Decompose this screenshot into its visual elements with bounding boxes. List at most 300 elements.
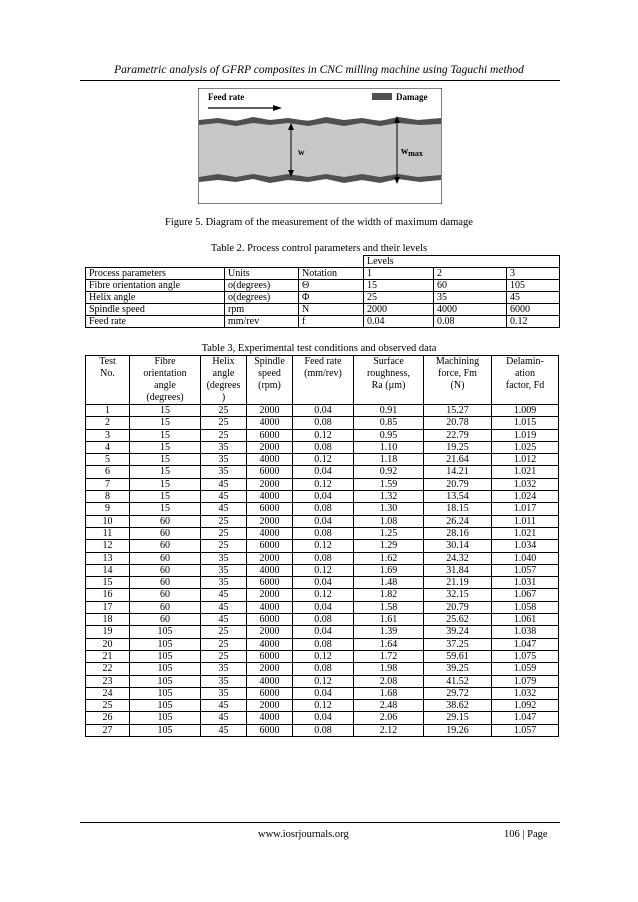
table3-cell: 15 — [130, 405, 201, 417]
table3-header-cell — [86, 356, 130, 405]
table3-cell: 24 — [86, 687, 130, 699]
table3-cell: 1.040 — [492, 552, 559, 564]
table2-header-cell: 2 — [434, 268, 507, 280]
table3-cell: 1.025 — [492, 441, 559, 453]
table2-row — [86, 280, 560, 292]
table3-cell: 19.25 — [424, 441, 492, 453]
table3-row — [86, 417, 559, 429]
table3-header-line: Fibre — [154, 356, 176, 367]
table2-cell: 2000 — [364, 304, 434, 316]
table3-cell: 1.059 — [492, 663, 559, 675]
table3-row — [86, 429, 559, 441]
table3-cell: 105 — [130, 638, 201, 650]
table3-cell: 45 — [201, 491, 247, 503]
table3-cell: 6000 — [247, 687, 293, 699]
table2-levels-header: Levels — [364, 256, 560, 268]
damage-legend-label: Damage — [396, 92, 428, 102]
table3-cell: 37.25 — [424, 638, 492, 650]
table3-header-line: (mm/rev) — [304, 368, 342, 379]
table2-cell: 4000 — [434, 304, 507, 316]
table2-cell: o(degrees) — [225, 292, 299, 304]
table2-cell: Fibre orientation angle — [86, 280, 225, 292]
table3-cell: 20.79 — [424, 601, 492, 613]
table3-header-cell — [130, 356, 201, 405]
table3-header-line: (N) — [450, 380, 465, 391]
table3-cell: 2 — [86, 417, 130, 429]
table3-cell: 0.12 — [293, 478, 354, 490]
table2-header-cell: Process parameters — [86, 268, 225, 280]
table2-cell: 35 — [434, 292, 507, 304]
table3-cell: 0.12 — [293, 454, 354, 466]
table3-cell: 39.25 — [424, 663, 492, 675]
table3-cell: 1.30 — [354, 503, 424, 515]
table3-cell: 45 — [201, 478, 247, 490]
table3-cell: 25 — [201, 417, 247, 429]
table3-cell: 20 — [86, 638, 130, 650]
table3-cell: 25 — [201, 540, 247, 552]
table3-cell: 14 — [86, 564, 130, 576]
table3-cell: 15 — [130, 466, 201, 478]
table3-cell: 60 — [130, 601, 201, 613]
table3-cell: 25 — [201, 515, 247, 527]
table3-cell: 45 — [201, 700, 247, 712]
table3-cell: 20.79 — [424, 478, 492, 490]
table3-cell: 3 — [86, 429, 130, 441]
table3-header-cell — [247, 356, 293, 405]
table3-header-line: Delamin- — [506, 356, 544, 367]
table3-cell: 29.15 — [424, 712, 492, 724]
table3-cell: 5 — [86, 454, 130, 466]
table3-cell: 105 — [130, 663, 201, 675]
table3-cell: 105 — [130, 687, 201, 699]
table3-row — [86, 515, 559, 527]
table3-cell: 2.06 — [354, 712, 424, 724]
table3-cell: 0.08 — [293, 724, 354, 736]
table3-header-line: factor, Fd — [505, 380, 545, 391]
table3-cell: 2000 — [247, 405, 293, 417]
table2-cell: N — [299, 304, 364, 316]
table3-cell: 0.08 — [293, 638, 354, 650]
table3-cell: 0.04 — [293, 577, 354, 589]
table3-cell: 1.032 — [492, 687, 559, 699]
table3-cell: 15 — [130, 429, 201, 441]
table3-cell: 4000 — [247, 638, 293, 650]
table3-cell: 15 — [130, 491, 201, 503]
table3-cell: 0.12 — [293, 650, 354, 662]
table2-cell: 60 — [434, 280, 507, 292]
footer-page-number: 106 | Page — [504, 829, 548, 840]
table3-cell: 1.61 — [354, 614, 424, 626]
table2-cell: 25 — [364, 292, 434, 304]
table3-cell: 60 — [130, 515, 201, 527]
table3-cell: 26 — [86, 712, 130, 724]
table3-cell: 1.067 — [492, 589, 559, 601]
table3-cell: 1.021 — [492, 527, 559, 539]
table3-cell: 15 — [130, 417, 201, 429]
table2-cell: 0.12 — [507, 316, 560, 328]
table3-cell: 1.69 — [354, 564, 424, 576]
table2-cell: Φ — [299, 292, 364, 304]
table3-cell: 35 — [201, 675, 247, 687]
table3-cell: 2000 — [247, 552, 293, 564]
table3-cell: 31.84 — [424, 564, 492, 576]
table3-header-line: force, Fm — [438, 368, 477, 379]
table3-cell: 25.62 — [424, 614, 492, 626]
table3-header-line: Surface — [373, 356, 404, 367]
table3-cell: 60 — [130, 552, 201, 564]
table3-header-line: No. — [100, 368, 115, 379]
table3-cell: 0.12 — [293, 589, 354, 601]
table3-cell: 1.012 — [492, 454, 559, 466]
table3-cell: 4000 — [247, 675, 293, 687]
table3-cell: 14.21 — [424, 466, 492, 478]
table3-cell: 0.04 — [293, 712, 354, 724]
table3-cell: 21.19 — [424, 577, 492, 589]
table3-cell: 1.48 — [354, 577, 424, 589]
table2-cell: 0.08 — [434, 316, 507, 328]
table3-header-line: ation — [515, 368, 535, 379]
table3-cell: 6000 — [247, 724, 293, 736]
table3-header-cell — [492, 356, 559, 405]
table3-cell: 0.04 — [293, 515, 354, 527]
table2-row — [86, 292, 560, 304]
table2-levels-row — [86, 256, 560, 268]
table3-cell: 0.08 — [293, 503, 354, 515]
table3-header-cell — [293, 356, 354, 405]
table3-cell: 0.95 — [354, 429, 424, 441]
table3-cell: 1.82 — [354, 589, 424, 601]
table3-cell: 0.91 — [354, 405, 424, 417]
table3-header-line: ) — [221, 392, 226, 403]
table3-cell: 41.52 — [424, 675, 492, 687]
table3-row — [86, 552, 559, 564]
table3-cell: 1.021 — [492, 466, 559, 478]
table2-row — [86, 304, 560, 316]
damage-width-diagram — [198, 88, 442, 204]
table3-row — [86, 724, 559, 736]
table3-cell: 1.25 — [354, 527, 424, 539]
table3-cell: 27 — [86, 724, 130, 736]
table3-cell: 11 — [86, 527, 130, 539]
table3-cell: 60 — [130, 527, 201, 539]
table3-cell: 1.98 — [354, 663, 424, 675]
table3-row — [86, 540, 559, 552]
table3-cell: 1.59 — [354, 478, 424, 490]
table3-cell: 8 — [86, 491, 130, 503]
table3-header-line: Machining — [435, 356, 480, 367]
table3-cell: 18 — [86, 614, 130, 626]
table3-row — [86, 466, 559, 478]
table3-cell: 0.08 — [293, 552, 354, 564]
running-header: Parametric analysis of GFRP composites in CNC milling machine using Taguchi method — [114, 64, 524, 76]
table3-cell: 1.62 — [354, 552, 424, 564]
table3-row — [86, 638, 559, 650]
table2-row — [86, 316, 560, 328]
table3-cell: 6000 — [247, 614, 293, 626]
table3-cell: 4000 — [247, 712, 293, 724]
table2-title: Table 2. Process control parameters and their levels — [210, 243, 428, 254]
table3-cell: 25 — [201, 405, 247, 417]
table3-cell: 0.12 — [293, 675, 354, 687]
table3-cell: 4000 — [247, 417, 293, 429]
table3-cell: 45 — [201, 589, 247, 601]
table3-row — [86, 564, 559, 576]
table3-cell: 21 — [86, 650, 130, 662]
table3-cell: 60 — [130, 614, 201, 626]
table3-cell: 6000 — [247, 650, 293, 662]
table3-cell: 12 — [86, 540, 130, 552]
table2-cell: 45 — [507, 292, 560, 304]
table2-cell: mm/rev — [225, 316, 299, 328]
wmax-label: $w_{max}$ — [401, 146, 423, 158]
table3-cell: 10 — [86, 515, 130, 527]
table3-cell: 28.16 — [424, 527, 492, 539]
table2-cell: Helix angle — [86, 292, 225, 304]
table3-cell: 1.58 — [354, 601, 424, 613]
table3-cell: 35 — [201, 552, 247, 564]
table2-cell: 6000 — [507, 304, 560, 316]
table2-blank-cell — [86, 256, 364, 268]
table3-cell: 60 — [130, 577, 201, 589]
table3-cell: 26.24 — [424, 515, 492, 527]
table3-header-row — [86, 356, 559, 405]
table3-cell: 105 — [130, 675, 201, 687]
table3-cell: 35 — [201, 441, 247, 453]
table2-cell: f — [299, 316, 364, 328]
table3-cell: 105 — [130, 626, 201, 638]
table3-cell: 2.12 — [354, 724, 424, 736]
table3-cell: 6000 — [247, 429, 293, 441]
table3-cell: 1.32 — [354, 491, 424, 503]
table3-cell: 13 — [86, 552, 130, 564]
table3-cell: 19 — [86, 626, 130, 638]
table3-cell: 6000 — [247, 503, 293, 515]
table3-cell: 0.08 — [293, 663, 354, 675]
table2-cell: o(degrees) — [225, 280, 299, 292]
table3-header-line: Test — [99, 356, 116, 367]
table3-cell: 15 — [130, 454, 201, 466]
table3-cell: 1.032 — [492, 478, 559, 490]
table3-cell: 23 — [86, 675, 130, 687]
table2-cell: Θ — [299, 280, 364, 292]
table3-cell: 59.61 — [424, 650, 492, 662]
damage-legend-swatch — [372, 93, 392, 100]
table2-header-cell: 3 — [507, 268, 560, 280]
table3-cell: 2.48 — [354, 700, 424, 712]
table3-cell: 0.85 — [354, 417, 424, 429]
table3-cell: 15 — [130, 503, 201, 515]
table3-cell: 0.12 — [293, 564, 354, 576]
table3-cell: 32.15 — [424, 589, 492, 601]
table3-cell: 2000 — [247, 700, 293, 712]
table3-row — [86, 589, 559, 601]
table3-cell: 1.08 — [354, 515, 424, 527]
table3-cell: 1.079 — [492, 675, 559, 687]
table3-cell: 0.04 — [293, 491, 354, 503]
table3-cell: 1.39 — [354, 626, 424, 638]
table3-cell: 25 — [86, 700, 130, 712]
table3-row — [86, 687, 559, 699]
table2-header-cell: Units — [225, 268, 299, 280]
table3-cell: 105 — [130, 724, 201, 736]
table3-row — [86, 663, 559, 675]
table2-cell: 105 — [507, 280, 560, 292]
table3-cell: 13.54 — [424, 491, 492, 503]
table3-header-line: Ra (µm) — [371, 380, 406, 391]
table3-title: Table 3, Experimental test conditions and observed data — [201, 343, 437, 354]
table3-cell: 35 — [201, 564, 247, 576]
table3-header-line: angle — [154, 380, 176, 391]
table3-cell: 1.18 — [354, 454, 424, 466]
table3-header-line: (degrees — [206, 380, 241, 391]
table3-cell: 0.08 — [293, 527, 354, 539]
table3-cell: 1.68 — [354, 687, 424, 699]
table3-cell: 45 — [201, 724, 247, 736]
table3-cell: 105 — [130, 700, 201, 712]
table3-row — [86, 675, 559, 687]
table3-cell: 2000 — [247, 663, 293, 675]
table3-cell: 15.27 — [424, 405, 492, 417]
table3-row — [86, 405, 559, 417]
table3-cell: 25 — [201, 638, 247, 650]
table3-cell: 22.79 — [424, 429, 492, 441]
table3-cell: 0.08 — [293, 417, 354, 429]
table3-cell: 35 — [201, 663, 247, 675]
table3-cell: 1.009 — [492, 405, 559, 417]
table3-cell: 25 — [201, 626, 247, 638]
table3-cell: 15 — [130, 441, 201, 453]
table3-header-cell — [201, 356, 247, 405]
table3-cell: 7 — [86, 478, 130, 490]
table3-cell: 1 — [86, 405, 130, 417]
table3-cell: 60 — [130, 564, 201, 576]
table3-header-line: (degrees) — [146, 392, 184, 403]
table3-cell: 38.62 — [424, 700, 492, 712]
table3-row — [86, 700, 559, 712]
table3-cell: 45 — [201, 601, 247, 613]
table2-header-cell: Notation — [299, 268, 364, 280]
table3-cell: 105 — [130, 650, 201, 662]
table3-cell: 1.011 — [492, 515, 559, 527]
header-rule — [80, 80, 560, 81]
table3-cell: 25 — [201, 650, 247, 662]
table3-cell: 22 — [86, 663, 130, 675]
table3-cell: 9 — [86, 503, 130, 515]
table3-cell: 0.92 — [354, 466, 424, 478]
table3-cell: 24.32 — [424, 552, 492, 564]
table2-header-cell: 1 — [364, 268, 434, 280]
table3-row — [86, 441, 559, 453]
table3-row — [86, 614, 559, 626]
table3-cell: 4000 — [247, 527, 293, 539]
table3-cell: 0.04 — [293, 466, 354, 478]
table3-row — [86, 454, 559, 466]
table3-cell: 1.057 — [492, 564, 559, 576]
table3-cell: 1.047 — [492, 712, 559, 724]
table2-cell: Spindle speed — [86, 304, 225, 316]
table3-row — [86, 478, 559, 490]
table3-cell: 15 — [86, 577, 130, 589]
table3-cell: 1.024 — [492, 491, 559, 503]
figure-caption: Figure 5. Diagram of the measurement of the width of maximum damage — [165, 217, 473, 228]
table3-cell: 17 — [86, 601, 130, 613]
w-label: w — [298, 147, 305, 157]
table3-cell: 0.12 — [293, 429, 354, 441]
table3-cell: 39.24 — [424, 626, 492, 638]
table3-cell: 20.78 — [424, 417, 492, 429]
table3-cell: 18.15 — [424, 503, 492, 515]
feed-rate-label: Feed rate — [208, 92, 245, 102]
table3-cell: 1.29 — [354, 540, 424, 552]
table3-cell: 1.031 — [492, 577, 559, 589]
table3-cell: 1.019 — [492, 429, 559, 441]
table3-cell: 1.058 — [492, 601, 559, 613]
table3-header-line: Helix — [212, 356, 235, 367]
table3-row — [86, 712, 559, 724]
table3-cell: 1.64 — [354, 638, 424, 650]
table3-cell: 25 — [201, 429, 247, 441]
table3-cell: 2000 — [247, 441, 293, 453]
table3-header-line: orientation — [143, 368, 187, 379]
table3-cell: 0.12 — [293, 700, 354, 712]
table3-cell: 0.04 — [293, 687, 354, 699]
table3-cell: 0.08 — [293, 441, 354, 453]
table2-cell: rpm — [225, 304, 299, 316]
table3-cell: 45 — [201, 712, 247, 724]
table3-row — [86, 527, 559, 539]
table3-header-line: roughness, — [366, 368, 411, 379]
table3-cell: 0.08 — [293, 614, 354, 626]
table3-cell: 1.061 — [492, 614, 559, 626]
table3-cell: 2000 — [247, 478, 293, 490]
table3-cell: 35 — [201, 454, 247, 466]
table3-header-line: (rpm) — [258, 380, 281, 391]
experimental-data-table — [85, 355, 559, 737]
table3-cell: 0.04 — [293, 626, 354, 638]
table3-cell: 16 — [86, 589, 130, 601]
table3-row — [86, 491, 559, 503]
table3-cell: 30.14 — [424, 540, 492, 552]
table3-header-cell — [424, 356, 492, 405]
table3-cell: 25 — [201, 527, 247, 539]
table3-row — [86, 577, 559, 589]
table2-cell: 15 — [364, 280, 434, 292]
table3-cell: 6000 — [247, 577, 293, 589]
table3-cell: 1.047 — [492, 638, 559, 650]
table3-cell: 2000 — [247, 589, 293, 601]
table3-cell: 2000 — [247, 626, 293, 638]
table3-cell: 6 — [86, 466, 130, 478]
table2-cell: Feed rate — [86, 316, 225, 328]
table3-cell: 45 — [201, 503, 247, 515]
table3-cell: 4000 — [247, 564, 293, 576]
footer-rule — [80, 822, 560, 823]
table3-cell: 6000 — [247, 466, 293, 478]
table3-cell: 2000 — [247, 515, 293, 527]
table3-cell: 45 — [201, 614, 247, 626]
table3-cell: 0.04 — [293, 405, 354, 417]
table3-row — [86, 626, 559, 638]
table3-cell: 1.10 — [354, 441, 424, 453]
table3-cell: 4000 — [247, 601, 293, 613]
table3-cell: 105 — [130, 712, 201, 724]
table3-cell: 1.038 — [492, 626, 559, 638]
table3-cell: 4 — [86, 441, 130, 453]
table3-row — [86, 650, 559, 662]
table3-cell: 1.015 — [492, 417, 559, 429]
table3-cell: 35 — [201, 577, 247, 589]
table3-cell: 15 — [130, 478, 201, 490]
